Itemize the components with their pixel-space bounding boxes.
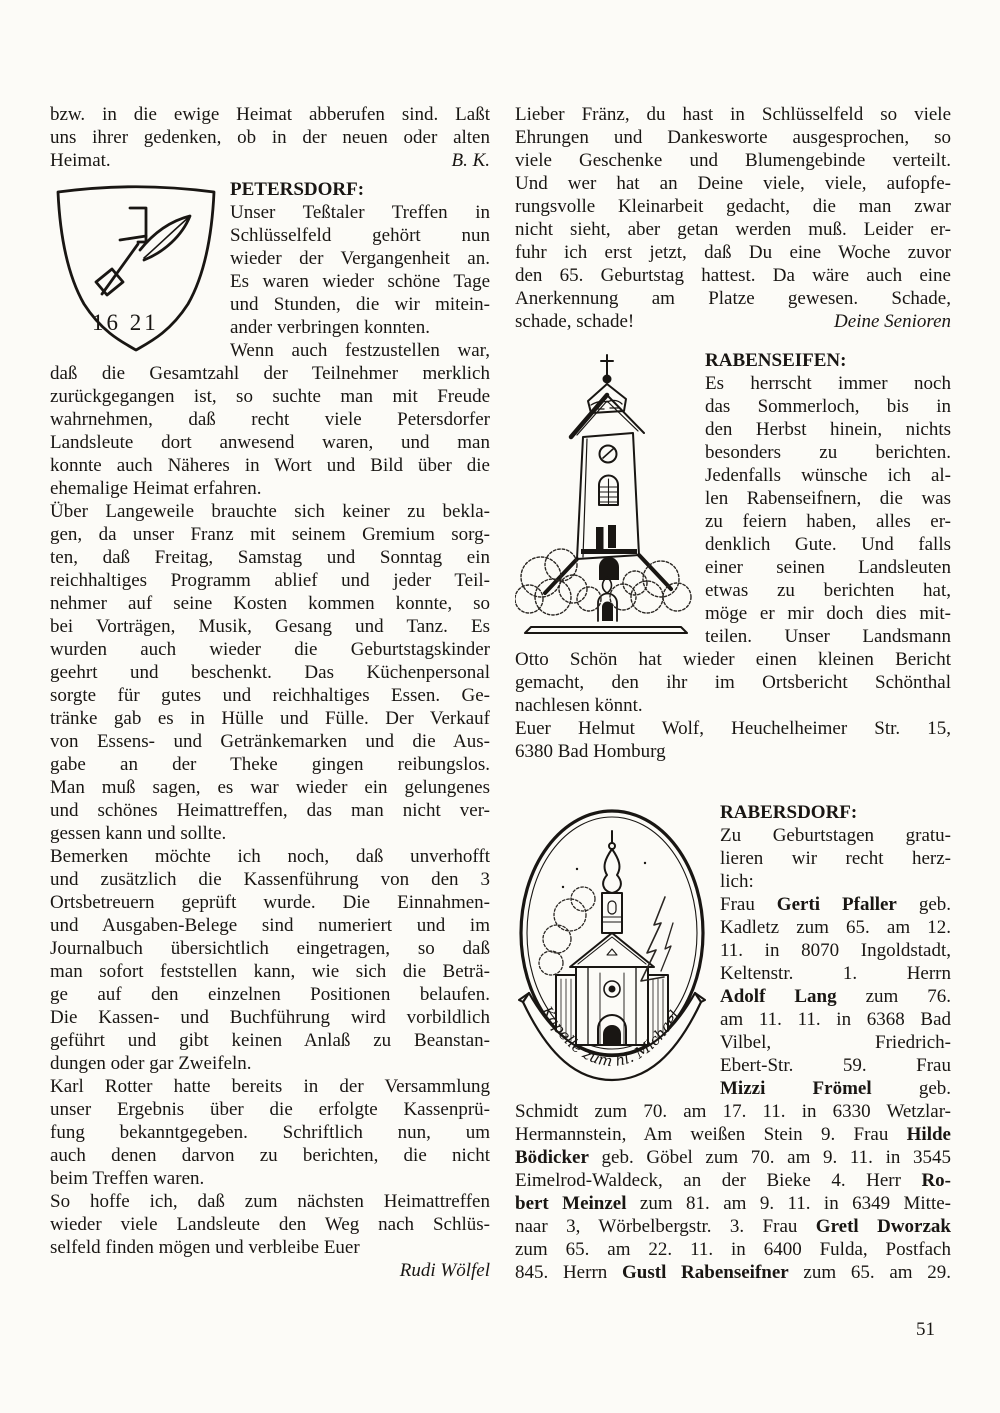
text-line: sorgte für gutes und reichhaltiges Essen. Ge- <box>50 685 490 706</box>
text-line: B. K. Heimat. <box>50 150 490 171</box>
text-line: und schönes Heimattreffen, das man nicht ver- <box>50 800 490 821</box>
text-line: bert Meinzel zum 81. am 9. 11. in 6349 Mitte- <box>515 1193 951 1214</box>
text-line: 6380 Bad Homburg <box>515 741 666 762</box>
text-line: Adolf Lang zum 76. <box>720 986 951 1007</box>
text-line: ten, daß Freitag, Samstag und Sonntag ein <box>50 547 490 568</box>
signature: Deine Senioren <box>834 311 951 332</box>
text-line: Jedenfalls wünsche ich al- <box>705 465 951 486</box>
text-line: dungen oder gar Zweifeln. <box>50 1053 252 1074</box>
church-cross <box>601 355 613 383</box>
text-line: den Herbst hinein, nichts <box>705 419 951 440</box>
text-line: gen, da unser Franz mit seinem Gremium sorg- <box>50 524 490 545</box>
text-line: Karl Rotter hatte bereits in der Versammlung <box>50 1076 490 1097</box>
rabersdorf-section <box>515 801 951 1284</box>
letter-paragraph <box>515 103 951 333</box>
church-tower <box>545 384 671 621</box>
text-line: RABENSEIFEN: <box>705 350 847 371</box>
text-line: lieren wir recht herz- <box>720 848 951 869</box>
text-line: bei Vorträgen, Musik, Gesang und Tanz. Es <box>50 616 490 637</box>
text-line: PETERSDORF: <box>230 179 365 200</box>
chapel-emblem-image <box>515 803 710 1087</box>
text-line: Landsleute dort anwesend waren, und man <box>50 432 490 453</box>
text-line: nehmer auf seine Kosten kommen konnte, so <box>50 593 490 614</box>
text-line: geehrt und beschenkt. Das Küchenpersonal <box>50 662 490 683</box>
text-line: Ehrungen und Dankesworte ausgesprochen, so <box>515 127 951 148</box>
text-line: möge er mir doch dies mit- <box>705 603 951 624</box>
text-line: Kadletz zum 65. am 12. <box>720 917 951 938</box>
text-line: zum 65. am 22. 11. in 6400 Fulda, Postfach <box>515 1239 951 1260</box>
text-line: nachlesen könnt. <box>515 695 643 716</box>
rabenseifen-section <box>515 349 951 763</box>
text-line: Die Kassen- und Buchführung wird vorbildlich <box>50 1007 490 1028</box>
text-line: geführt und gibt keinen Anlaß zu Beanstan- <box>50 1030 490 1051</box>
text-line: Mizzi Frömel geb. <box>720 1078 951 1099</box>
text-line: Schmidt zum 70. am 17. 11. in 6330 Wetzlar- <box>515 1101 951 1122</box>
text-line: Bemerken möchte ich noch, daß unverhofft <box>50 846 490 867</box>
text-line: Hermannstein, Am weißen Stein 9. Frau Hilde <box>515 1124 951 1145</box>
text-line: einer seinen Landsleuten <box>705 557 951 578</box>
right-column <box>515 103 951 1284</box>
text-line: teilen. Unser Landsmann <box>705 626 951 647</box>
text-line: denklich Gute. Und falls <box>705 534 951 555</box>
text-line: Es herrscht immer noch <box>705 373 951 394</box>
text-line: selfeld finden mögen und verbleibe Euer <box>50 1237 360 1258</box>
text-line: wieder viele Landsleute den Weg nach Schlüs- <box>50 1214 490 1235</box>
text-line: Ebert-Str. 59. Frau <box>720 1055 951 1076</box>
text-line: am 11. 11. in 6368 Bad <box>720 1009 951 1030</box>
text-line: den 65. Geburtstag hattest. Da wäre auch eine <box>515 265 951 286</box>
text-line: lich: <box>720 871 754 892</box>
text-line: Schlüsselfeld gehört nun <box>230 225 490 246</box>
text-line: von Essens- und Getränkemarken und die Aus- <box>50 731 490 752</box>
text-line: Journalbuch übersichtlich eingetragen, so daß <box>50 938 490 959</box>
text-line: So hoffe ich, daß zum nächsten Heimattreffen <box>50 1191 490 1212</box>
text-line: Bödicker geb. Göbel zum 70. am 9. 11. in 3545 <box>515 1147 951 1168</box>
text-line: wieder der Vergangenheit an. <box>230 248 490 269</box>
text-line: daß die Gesamtzahl der Teilnehmer merklich <box>50 363 490 384</box>
text-line: konnte auch Näheres in Wort und Bild über die <box>50 455 490 476</box>
text-line: gemacht, den ihr im Ortsbericht Schönthal <box>515 672 951 693</box>
text-line: das Sommerloch, bis in <box>705 396 951 417</box>
text-line: ehemalige Heimat erfahren. <box>50 478 262 499</box>
text-line: uns ihrer gedenken, ob in der neuen oder alten <box>50 127 490 148</box>
church-base <box>525 627 687 633</box>
text-line: wahrnehmen, daß recht viele Petersdorfer <box>50 409 490 430</box>
text-line: Frau Gerti Pfaller geb. <box>720 894 952 915</box>
text-line: 11. in 8070 Ingoldstadt, <box>720 940 951 961</box>
text-line: gabe an der Theke gingen reibungslos. <box>50 754 490 775</box>
text-line: Anerkennung am Platze gewesen. Schade, <box>515 288 951 309</box>
text-line: ander verbringen konnten. <box>230 317 430 338</box>
text-line: len Rabenseifnern, die was <box>705 488 951 509</box>
chapel-banner-text: Kapelle zum hl. Michael <box>537 1003 684 1071</box>
text-line: Es waren wieder schöne Tage <box>230 271 490 292</box>
text-line: Eimelrod-Waldeck, an der Bieke 4. Herr Ro- <box>515 1170 951 1191</box>
text-line: unser Ergebnis über die erfolgte Kassenprü- <box>50 1099 490 1120</box>
text-line: besonders zu berichten. <box>705 442 951 463</box>
text-line: Über Langeweile brauchte sich keiner zu bekla- <box>50 501 490 522</box>
petersdorf-section <box>50 178 490 1282</box>
text-line: viele Geschenke und Blumengebinde verteilt. <box>515 150 951 171</box>
text-line: Rudi Wölfel <box>399 1260 490 1281</box>
church-drawing <box>515 351 695 635</box>
signature: B. K. <box>451 150 490 171</box>
text-line: Wenn auch festzustellen war, <box>230 340 490 361</box>
text-line: RABERSDORF: <box>720 802 858 823</box>
text-line: bzw. in die ewige Heimat abberufen sind. Laßt <box>50 104 490 125</box>
text-line: Und wer hat an Deine viele, viele, aufopfe- <box>515 173 951 194</box>
left-column <box>50 103 490 1282</box>
text-line: wurden auch wieder die Geburtstagskinder <box>50 639 490 660</box>
text-line: naar 3, Wörbelbergstr. 3. Frau Gretl Dworzak <box>515 1216 951 1237</box>
text-line: und Ausgaben-Belege sind numeriert und im <box>50 915 490 936</box>
text-line: etwas zu berichten hat, <box>705 580 951 601</box>
text-line: fung bekanntgegeben. Schriftlich nun, um <box>50 1122 490 1143</box>
text-line: Otto Schön hat wieder einen kleinen Bericht <box>515 649 951 670</box>
text-line: rungsvolle Kleinarbeit gedacht, die man zwar <box>515 196 951 217</box>
text-line: Ortsbetreuern geprüft wurde. Die Einnahmen- <box>50 892 490 913</box>
text-line: Lieber Fränz, du hast in Schlüsselfeld so viele <box>515 104 951 125</box>
text-line: zurückgegangen ist, so suchte man mit Freude <box>50 386 490 407</box>
text-line: fuhr ich erst jetzt, daß Du eine Woche zuvor <box>515 242 951 263</box>
text-line: auch denen darvon zu berichten, die nicht <box>50 1145 490 1166</box>
text-line: Keltenstr. 1. Herrn <box>720 963 951 984</box>
text-line: Vilbel, Friedrich- <box>720 1032 951 1053</box>
text-line: Deine Senioren schade, schade! <box>515 311 951 332</box>
chapel-building <box>556 831 668 1045</box>
text-line: zu feiern haben, alles er- <box>705 511 951 532</box>
text-line: gessen kann und sollte. <box>50 823 227 844</box>
text-line: und Stunden, die wir mitein- <box>230 294 490 315</box>
text-line: nicht sieht, aber getan werden muß. Leider er- <box>515 219 951 240</box>
text-line: und zusätzlich die Kassenführung von den 3 <box>50 869 490 890</box>
text-line: Man muß sagen, es war wieder ein gelungenes <box>50 777 490 798</box>
text-line: tränke gab es in Hülle und Fülle. Der Verkauf <box>50 708 490 729</box>
text-line: man sofort feststellen kann, wie sich die Beträ- <box>50 961 490 982</box>
petersdorf-crest-image <box>50 180 222 354</box>
text-line: ge auf den einzelnen Positionen belaufen. <box>50 984 490 1005</box>
crest-year: 16 21 <box>92 310 159 335</box>
text-line: Unser Teßtaler Treffen in <box>230 202 490 223</box>
page-number: 51 <box>916 1319 935 1340</box>
memorial-paragraph <box>50 103 490 172</box>
text-line: beim Treffen waren. <box>50 1168 205 1189</box>
text-line: reichhaltiges Programm ablief und jeder Teil- <box>50 570 490 591</box>
text-line: Zu Geburtstagen gratu- <box>720 825 951 846</box>
text-line: Euer Helmut Wolf, Heuchelheimer Str. 15, <box>515 718 951 739</box>
text-line: 845. Herrn Gustl Rabenseifner zum 65. am 29. <box>515 1262 951 1283</box>
